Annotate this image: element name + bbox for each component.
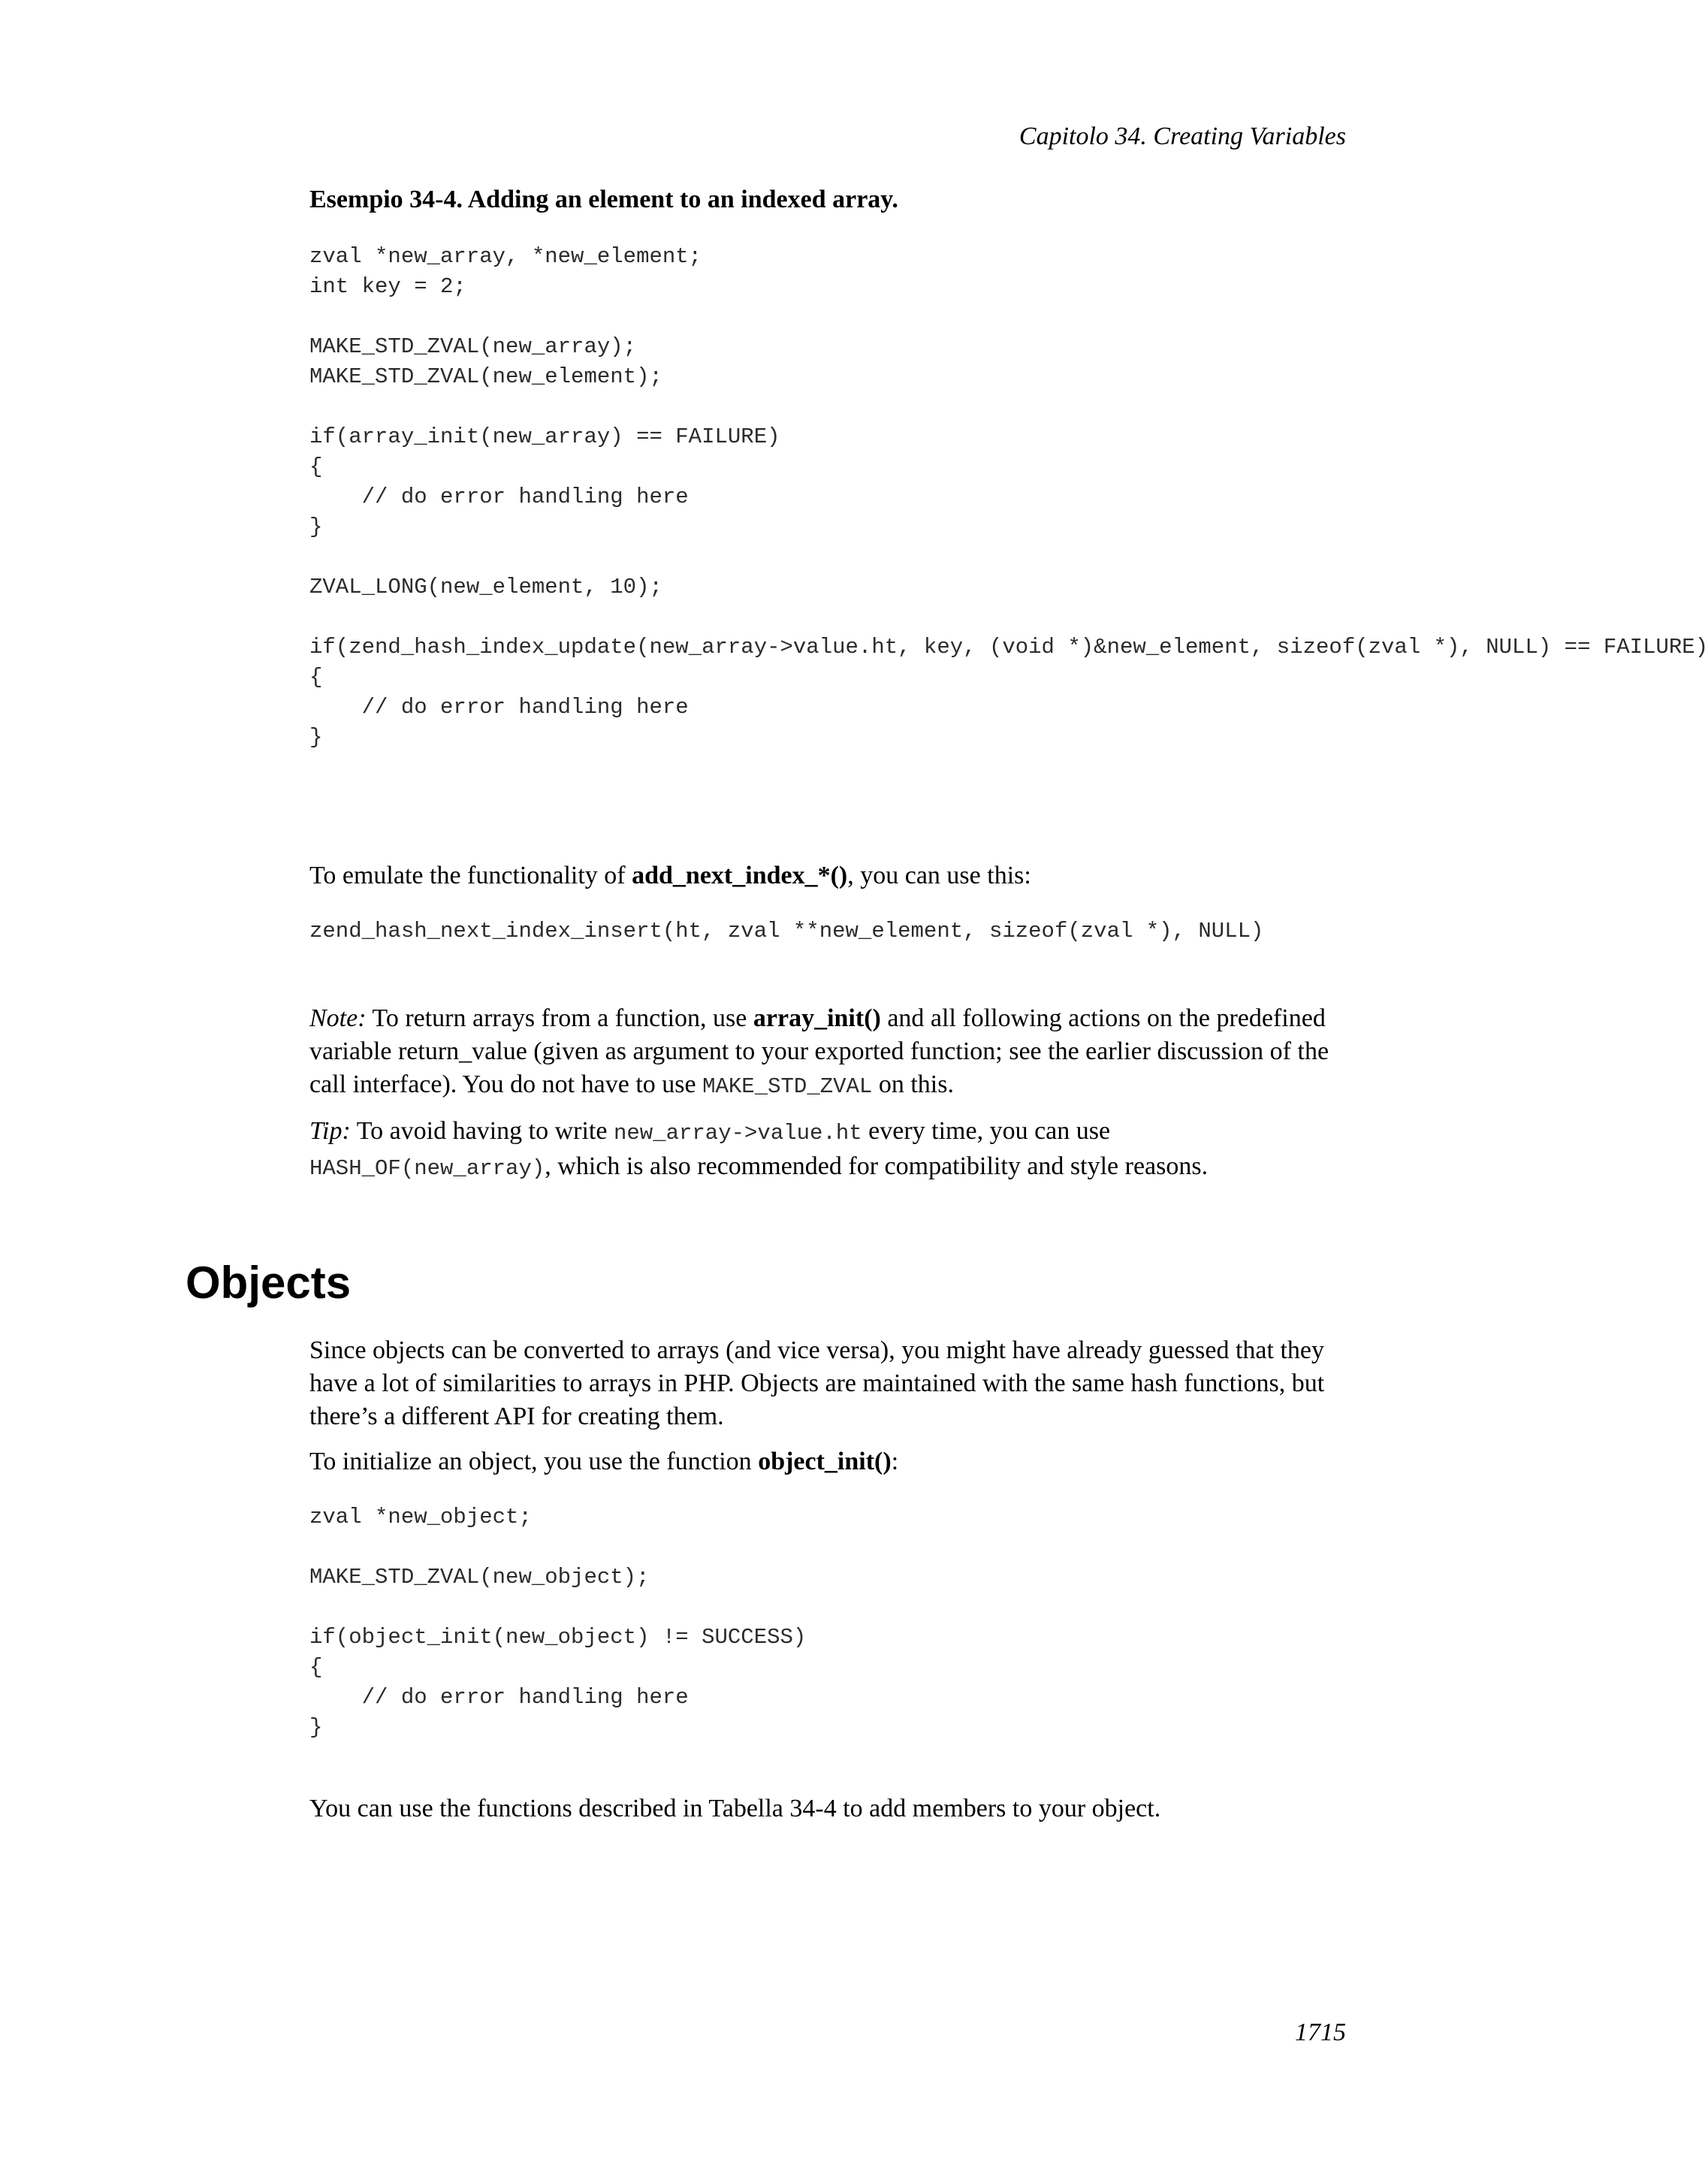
running-header: Capitolo 34. Creating Variables [1018, 122, 1346, 150]
objects-paragraph-3: You can use the functions described in Tabella 34-4 to add members to your object. [309, 1795, 1161, 1822]
tip-text-1: To avoid having to write [350, 1117, 614, 1145]
note-paragraph [309, 1002, 1346, 1104]
note-block [309, 1002, 1346, 1104]
page-number: 1715 [1295, 2018, 1346, 2046]
note-label: Note: [309, 1004, 367, 1032]
tip-label: Tip: [309, 1117, 351, 1145]
example-title: Esempio 34-4. Adding an element to an indexed array. [309, 186, 898, 213]
note-function-name: array_init() [753, 1004, 881, 1032]
objects-para2-before: To initialize an object, you use the function [309, 1448, 759, 1475]
emulate-function-name: add_next_index_*() [632, 862, 848, 889]
emulate-text-after: , you can use this: [847, 862, 1031, 889]
objects-para2-after: : [891, 1448, 899, 1475]
tip-block [309, 1115, 1346, 1185]
tip-paragraph [309, 1115, 1346, 1185]
emulate-text-before: To emulate the functionality of [309, 862, 632, 889]
objects-function-name: object_init() [758, 1448, 892, 1475]
note-text-1: To return arrays from a function, use [366, 1004, 753, 1032]
objects-code-listing: zval *new_object; MAKE_STD_ZVAL(new_object); if(object_init(new_object) != SUCCESS) { // do error handling here } [309, 1505, 807, 1740]
note-text-2: and all following actions on the predefined variable return_value (given as argument to your exported function; see the earlier discussion of the call interface). You do not have to use [309, 1004, 1329, 1098]
emulate-paragraph [309, 859, 1346, 892]
emulate-block [309, 859, 1538, 947]
emulate-code-listing: zend_hash_next_index_insert(ht, zval **new_element, sizeof(zval *), NULL) [309, 919, 1264, 944]
tip-inline-code-1: new_array->value.ht [613, 1121, 862, 1146]
note-inline-code: MAKE_STD_ZVAL [702, 1074, 873, 1099]
tip-text-2: every time, you can use [862, 1117, 1111, 1145]
objects-paragraph-2 [309, 1445, 1346, 1478]
objects-section-heading: Objects [186, 1258, 352, 1308]
example-block [309, 183, 1708, 753]
tip-inline-code-2: HASH_OF(new_array) [309, 1156, 545, 1181]
tip-text-3: , which is also recommended for compatibility and style reasons. [545, 1152, 1209, 1180]
example-code-listing: zval *new_array, *new_element; int key = 2; MAKE_STD_ZVAL(new_array); MAKE_STD_ZVAL(new_element); if(array_init(new_array) == FAILURE) { // do error handling here } ZVAL_LONG(new_element, 10); if(zend_hash_index_update(new_array->value.ht, key, (void *)&new_element, sizeof(zval *), NULL) == FAILURE) { // do error handling here } [309, 244, 1708, 750]
objects-paragraph-1: Since objects can be converted to arrays (and vice versa), you might have already guessed that they have a lot of similarities to arrays in PHP. Objects are maintained with the same hash functions, but there’s a different API for creating them. [309, 1336, 1325, 1430]
objects-section-body [309, 1334, 1538, 1825]
note-text-3: on this. [872, 1070, 954, 1098]
